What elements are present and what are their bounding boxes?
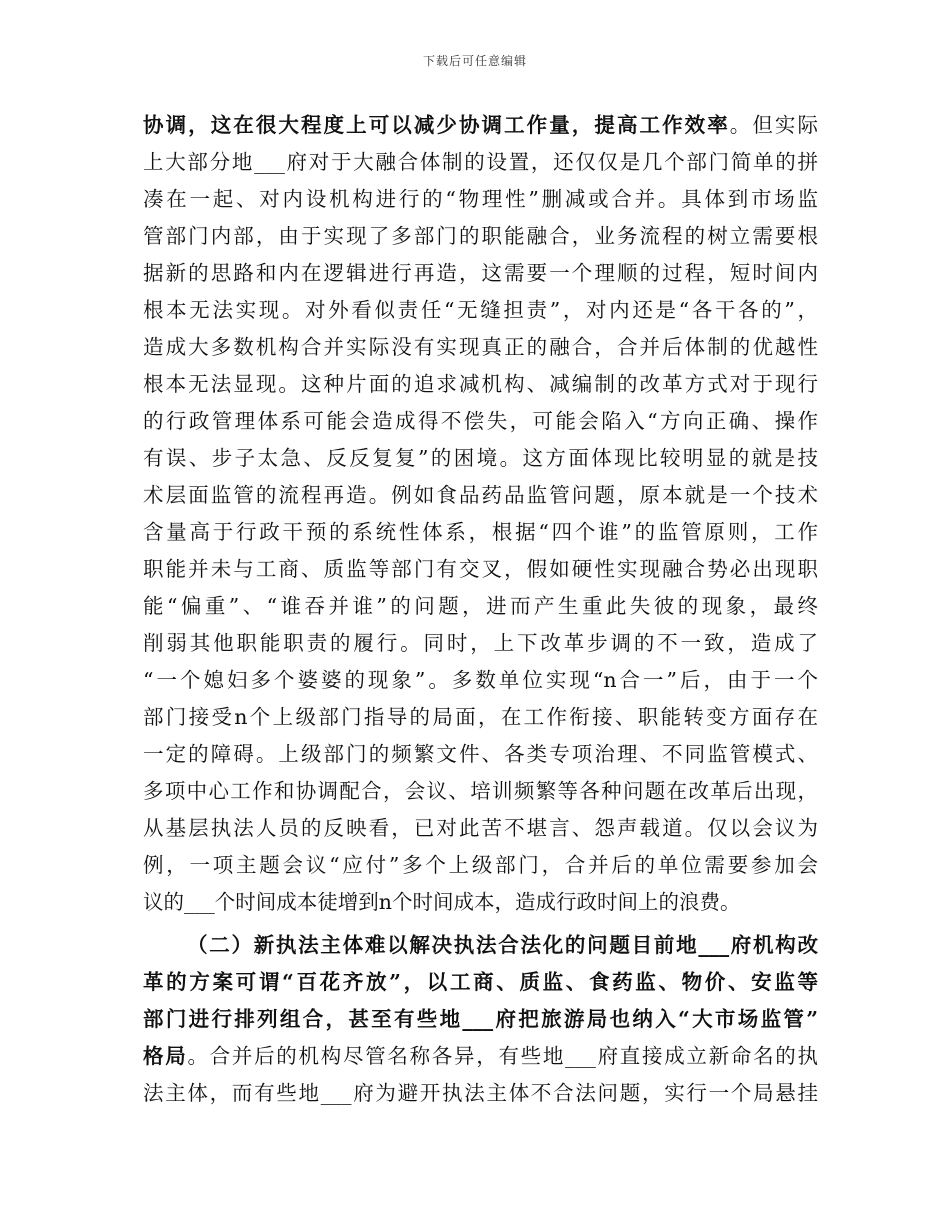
text-line: [143, 329, 818, 366]
text-segment: 据新的思路和内在逻辑进行再造，这需要一个理顺的过程，短时间内: [143, 261, 818, 285]
text-segment: 上大部分地___府对于大融合体制的设置，还仅仅是几个部门简单的拼: [143, 150, 818, 174]
text-segment: “一个媳妇多个婆婆的现象”。多数单位实现“n合一”后，由于一个: [143, 668, 818, 692]
text-line: [143, 181, 818, 218]
section-heading-line: [143, 927, 818, 964]
text-segment: 根本无法实现。对外看似责任“无缝担责”，对内还是“各干各的”，: [143, 298, 818, 322]
text-segment: 含量高于行政干预的系统性体系，根据“四个谁”的监管原则，工作: [143, 520, 818, 544]
text-segment: 管部门内部，由于实现了多部门的职能融合，业务流程的树立需要根: [143, 224, 818, 248]
text-segment: 协调，这在很大程度上可以减少协调工作量，提高工作效率: [143, 113, 730, 137]
text-line: [143, 255, 818, 292]
text-line: [143, 292, 818, 329]
text-line: [143, 625, 818, 662]
text-segment: 。合并后的机构尽管名称各异，有些地___府直接成立新命名的执: [187, 1044, 819, 1068]
text-segment: 议的___个时间成本徒增到n个时间成本，造成行政时间上的浪费。: [143, 890, 741, 914]
text-segment: 有误、步子太急、反反复复”的困境。这方面体现比较明显的就是技: [143, 446, 818, 470]
text-segment: 从基层执法人员的反映看，已对此苦不堪言、怨声载道。仅以会议为: [143, 816, 818, 840]
text-line: [143, 736, 818, 773]
text-segment: 法主体，而有些地___府为避开执法主体不合法问题，实行一个局悬挂: [143, 1081, 818, 1105]
text-segment: 术层面监管的流程再造。例如食品药品监管问题，原本就是一个技术: [143, 483, 818, 507]
text-line: [143, 773, 818, 810]
page-header: 下载后可任意编辑: [422, 54, 527, 68]
text-segment: 的行政管理体系可能会造成得不偿失，可能会陷入“方向正确、操作: [143, 409, 818, 433]
text-line: [143, 366, 818, 403]
text-line: [143, 847, 818, 884]
text-line: [143, 884, 818, 921]
text-segment: 一定的障碍。上级部门的频繁文件、各类专项治理、不同监管模式、: [143, 742, 818, 766]
text-segment: 革的方案可谓“百花齐放”，以工商、质监、食药监、物价、安监等: [143, 970, 818, 994]
text-segment: 削弱其他职能职责的履行。同时，上下改革步调的不一致，造成了: [143, 631, 818, 655]
text-line: [143, 551, 818, 588]
text-segment: 造成大多数机构合并实际没有实现真正的融合，合并后体制的优越性: [143, 335, 818, 359]
text-line: [143, 1001, 818, 1038]
text-line: [143, 107, 818, 144]
text-line: [143, 964, 818, 1001]
text-line: [143, 477, 818, 514]
text-segment: 能“偏重”、“谁吞并谁”的问题，进而产生重此失彼的现象，最终: [143, 594, 818, 618]
text-line: [143, 699, 818, 736]
text-line: [143, 218, 818, 255]
text-segment: （二）新执法主体难以解决执法合法化的问题目前地___府机构改: [187, 933, 818, 957]
text-segment: 例，一项主题会议“应付”多个上级部门，合并后的单位需要参加会: [143, 853, 818, 877]
text-segment: 部门进行排列组合，甚至有些地___府把旅游局也纳入“大市场监管”: [143, 1007, 818, 1031]
text-line: [143, 810, 818, 847]
text-segment: 。但实际: [729, 113, 819, 137]
text-line: [143, 1038, 818, 1075]
text-line: [143, 144, 818, 181]
text-line: [143, 514, 818, 551]
text-segment: 部门接受n个上级部门指导的局面，在工作衔接、职能转变方面存在: [143, 705, 818, 729]
text-segment: 格局: [143, 1044, 188, 1068]
document-body: [143, 107, 818, 1112]
text-line: [143, 588, 818, 625]
text-line: [143, 403, 818, 440]
text-line: [143, 440, 818, 477]
text-segment: 多项中心工作和协调配合，会议、培训频繁等各种问题在改革后出现，: [143, 779, 818, 803]
text-segment: 职能并未与工商、质监等部门有交叉，假如硬性实现融合势必出现职: [143, 557, 818, 581]
text-segment: 凑在一起、对内设机构进行的“物理性”删减或合并。具体到市场监: [143, 187, 818, 211]
text-segment: 根本无法显现。这种片面的追求减机构、减编制的改革方式对于现行: [143, 372, 818, 396]
text-line: [143, 662, 818, 699]
text-line: [143, 1075, 818, 1112]
